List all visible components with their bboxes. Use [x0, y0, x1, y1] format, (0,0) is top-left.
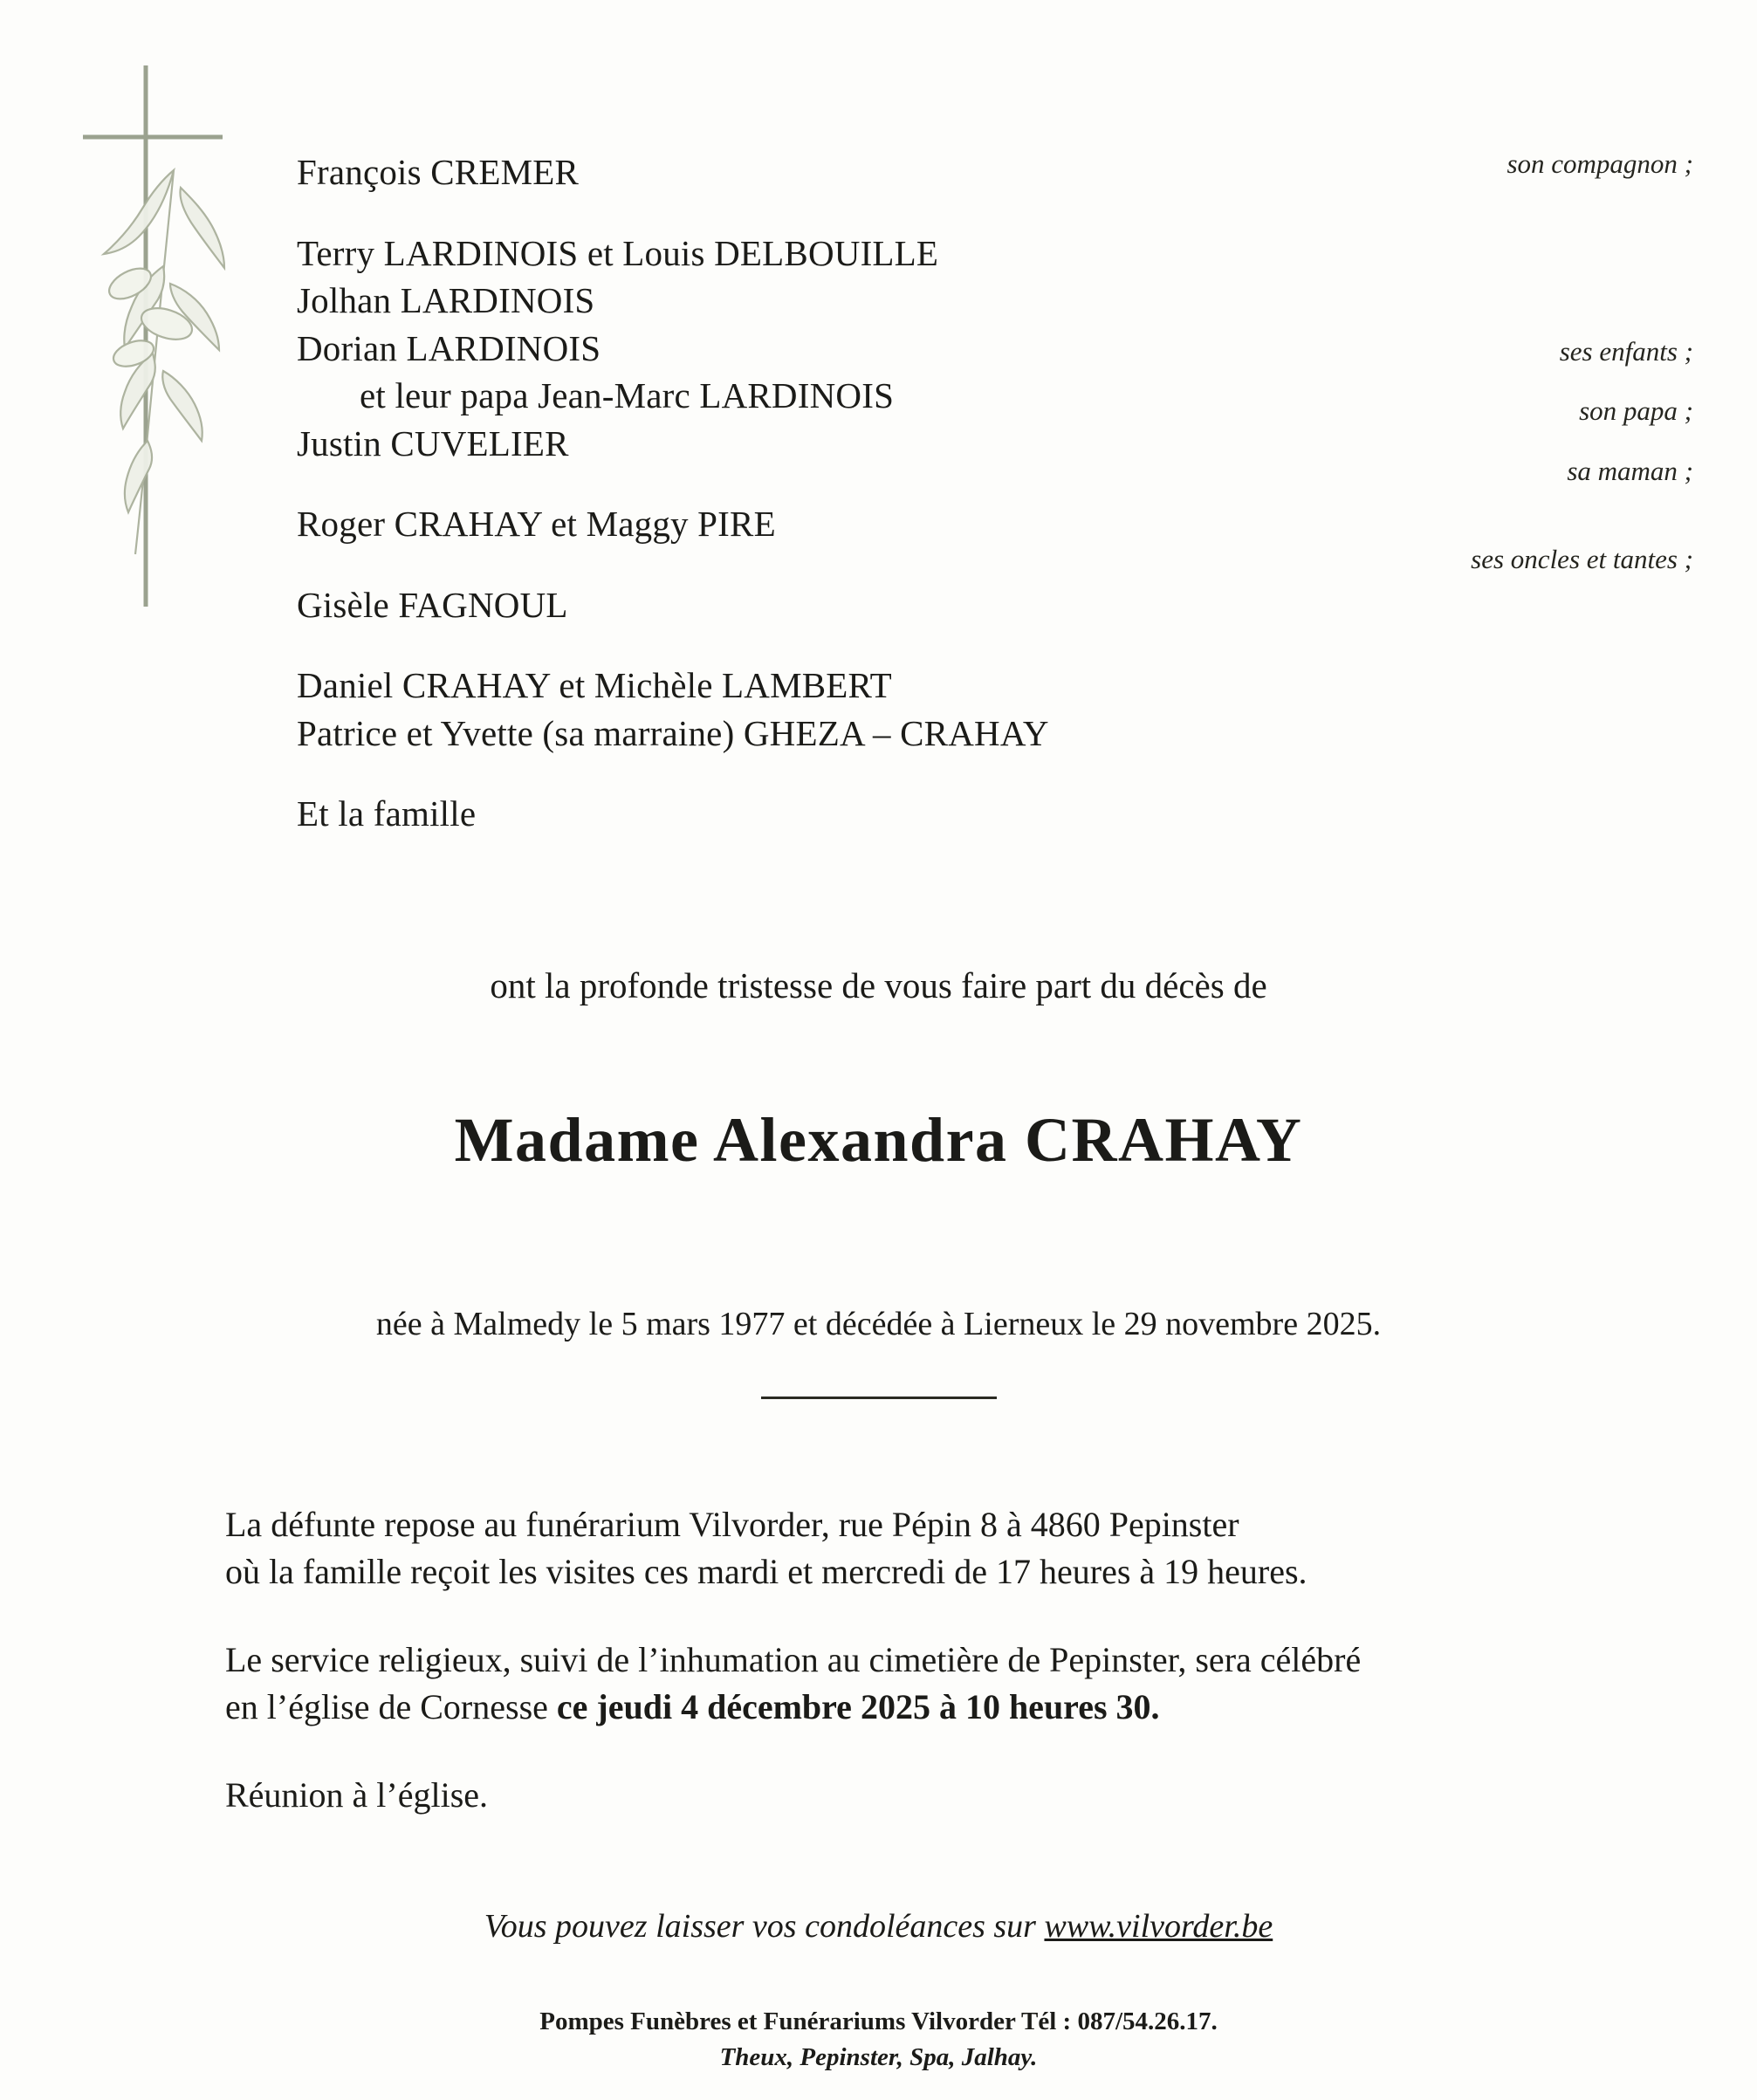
deceased-name: Madame Alexandra CRAHAY: [454, 1105, 1303, 1175]
family-group: [297, 581, 1388, 629]
family-line: Daniel CRAHAY et Michèle LAMBERT: [297, 665, 892, 706]
relation-label: son papa ;: [1579, 395, 1693, 426]
family-group: [297, 662, 1388, 757]
paragraph-line: Le service religieux, suivi de l’inhumation au cimetière de Pepinster, sera célébré: [225, 1639, 1362, 1679]
divider-rule: [761, 1397, 997, 1399]
paragraph-line: en l’église de Cornesse: [225, 1687, 557, 1727]
paragraph-line: où la famille reçoit les visites ces mardi et mercredi de 17 heures à 19 heures.: [225, 1552, 1307, 1592]
condolences-website-link[interactable]: www.vilvorder.be: [1044, 1908, 1273, 1945]
footer-company-line: Pompes Funèbres et Funérariums Vilvorder Tél : 087/54.26.17.: [539, 2007, 1218, 2035]
relation-label: ses oncles et tantes ;: [1471, 544, 1693, 574]
paragraph-meeting: [225, 1772, 1604, 1819]
service-datetime: ce jeudi 4 décembre 2025 à 10 heures 30.: [556, 1687, 1160, 1727]
footer: [0, 2007, 1757, 2072]
paragraph-line: La défunte repose au funérarium Vilvorder, rue Pépin 8 à 4860 Pepinster: [225, 1505, 1239, 1544]
condolences-prefix: Vous pouvez laisser vos condoléances sur: [484, 1908, 1045, 1945]
condolences-line: [0, 1907, 1757, 1946]
family-group: [297, 500, 1388, 548]
family-group: [297, 230, 1388, 468]
family-line: Roger CRAHAY et Maggy PIRE: [297, 504, 776, 545]
relation-label: son compagnon ;: [1506, 148, 1693, 179]
family-line: Gisèle FAGNOUL: [297, 584, 568, 625]
family-line: Justin CUVELIER: [297, 422, 569, 463]
spacer: [297, 628, 1388, 662]
birth-death-line: née à Malmedy le 5 mars 1977 et décédée à Lierneux le 29 novembre 2025.: [375, 1306, 1382, 1342]
paragraph-service: [225, 1637, 1604, 1732]
spacer: [297, 548, 1388, 581]
spacer: [297, 196, 1388, 230]
relation-label: sa maman ;: [1567, 456, 1693, 486]
family-line: Dorian LARDINOIS: [297, 327, 601, 368]
announcement-text: ont la profonde tristesse de vous faire part du décès de: [490, 965, 1267, 1005]
service-details: [225, 1501, 1604, 1859]
paragraph-line: Réunion à l’église.: [225, 1774, 489, 1815]
footer-locations-line: Theux, Pepinster, Spa, Jalhay.: [719, 2043, 1038, 2071]
family-line: Et la famille: [297, 793, 477, 834]
spacer: [297, 757, 1388, 790]
family-line: Jolhan LARDINOIS: [297, 280, 595, 321]
spacer: [297, 467, 1388, 500]
relation-label: ses enfants ;: [1559, 336, 1693, 367]
family-line: Patrice et Yvette (sa marraine) GHEZA – CRAHAY: [297, 712, 1049, 753]
paragraph-repose: [225, 1501, 1604, 1596]
family-group: [297, 790, 1388, 838]
family-line: Terry LARDINOIS et Louis DELBOUILLE: [297, 232, 939, 273]
family-group: [297, 148, 1388, 196]
family-line: François CREMER: [297, 152, 580, 192]
family-list: [297, 148, 1388, 838]
family-line: et leur papa Jean-Marc LARDINOIS: [360, 375, 895, 416]
